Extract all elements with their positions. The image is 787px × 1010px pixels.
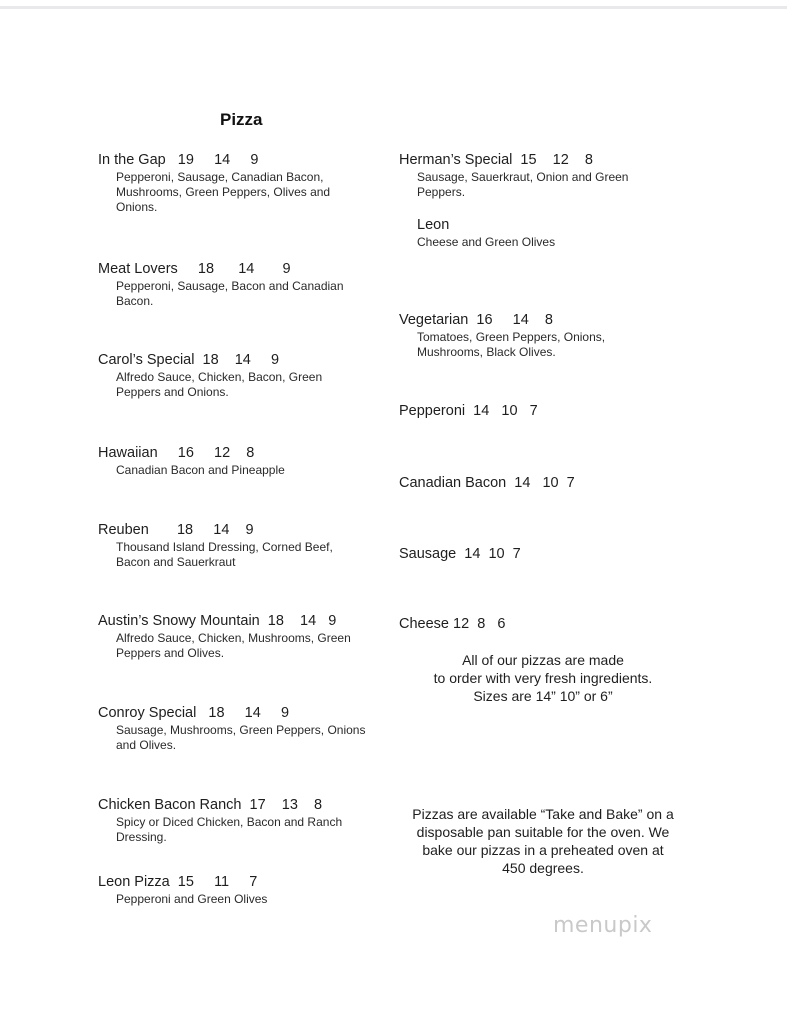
item-description: Spicy or Diced Chicken, Bacon and Ranch Dressing.: [116, 815, 343, 844]
item-name: Hawaiian 16 12 8: [98, 445, 255, 461]
menu-item-in-the-gap: [98, 152, 368, 215]
item-name: Conroy Special 18 14 9: [98, 705, 290, 721]
menu-item-leon: [417, 217, 677, 250]
note-line: to order with very fresh ingredients.: [433, 670, 653, 686]
menu-item-leon-pizza: [98, 874, 378, 907]
item-name: In the Gap 19 14 9: [98, 152, 259, 168]
note-line: Pizzas are available “Take and Bake” on a: [412, 806, 674, 822]
menu-item-carols-special: [98, 352, 378, 400]
item-description: Pepperoni, Sausage, Canadian Bacon, Mushrooms, Green Peppers, Olives and Onions.: [116, 170, 331, 214]
item-description: Pepperoni, Sausage, Bacon and Canadian Bacon.: [116, 279, 344, 308]
item-name: Austin’s Snowy Mountain 18 14 9: [98, 613, 337, 629]
menu-item-conroy-special: [98, 705, 388, 753]
item-name: Cheese 12 8 6: [399, 616, 506, 632]
item-name: Vegetarian 16 14 8: [399, 312, 553, 328]
menu-item-cheese: [399, 616, 679, 633]
item-description: Sausage, Sauerkraut, Onion and Green Peppers.: [417, 170, 629, 199]
item-name: Leon Pizza 15 11 7: [98, 874, 258, 890]
menu-item-chicken-bacon-ranch: [98, 797, 378, 845]
page-title: Pizza: [220, 110, 263, 129]
item-description: Alfredo Sauce, Chicken, Mushrooms, Green Peppers and Olives.: [116, 631, 351, 660]
menu-item-reuben: [98, 522, 378, 570]
item-description: Tomatoes, Green Peppers, Onions, Mushrooms, Black Olives.: [417, 330, 606, 359]
item-name: Pepperoni 14 10 7: [399, 403, 538, 419]
item-name: Meat Lovers 18 14 9: [98, 261, 291, 277]
menupix-watermark: menupix: [553, 913, 653, 938]
note-line: All of our pizzas are made: [462, 652, 624, 668]
top-divider: [0, 6, 787, 9]
fresh-ingredients-note: [403, 651, 683, 705]
item-name: Herman’s Special 15 12 8: [399, 152, 593, 168]
menu-item-sausage: [399, 546, 679, 563]
item-name: Chicken Bacon Ranch 17 13 8: [98, 797, 323, 813]
take-and-bake-note: [393, 805, 693, 877]
note-line: bake our pizzas in a preheated oven at: [422, 842, 664, 858]
menu-item-austins-snowy-mountain: [98, 613, 383, 661]
item-name: Reuben 18 14 9: [98, 522, 254, 538]
note-line: disposable pan suitable for the oven. We: [416, 824, 670, 840]
menu-item-meat-lovers: [98, 261, 378, 309]
item-description: Thousand Island Dressing, Corned Beef, Bacon and Sauerkraut: [116, 540, 333, 569]
item-description: Cheese and Green Olives: [417, 235, 556, 249]
item-description: Alfredo Sauce, Chicken, Bacon, Green Peppers and Onions.: [116, 370, 323, 399]
item-description: Sausage, Mushrooms, Green Peppers, Onions and Olives.: [116, 723, 366, 752]
item-description: Canadian Bacon and Pineapple: [116, 463, 285, 477]
item-name: Canadian Bacon 14 10 7: [399, 475, 575, 491]
menu-item-pepperoni: [399, 403, 679, 420]
menu-item-canadian-bacon: [399, 475, 679, 492]
item-name: Leon: [417, 217, 450, 233]
menu-item-hermans-special: [399, 152, 679, 200]
item-name: Carol’s Special 18 14 9: [98, 352, 280, 368]
item-name: Sausage 14 10 7: [399, 546, 521, 562]
note-line: 450 degrees.: [502, 860, 584, 876]
note-line: Sizes are 14” 10” or 6”: [473, 688, 613, 704]
menu-item-hawaiian: [98, 445, 378, 478]
item-description: Pepperoni and Green Olives: [116, 892, 268, 906]
menu-item-vegetarian: [399, 312, 679, 360]
